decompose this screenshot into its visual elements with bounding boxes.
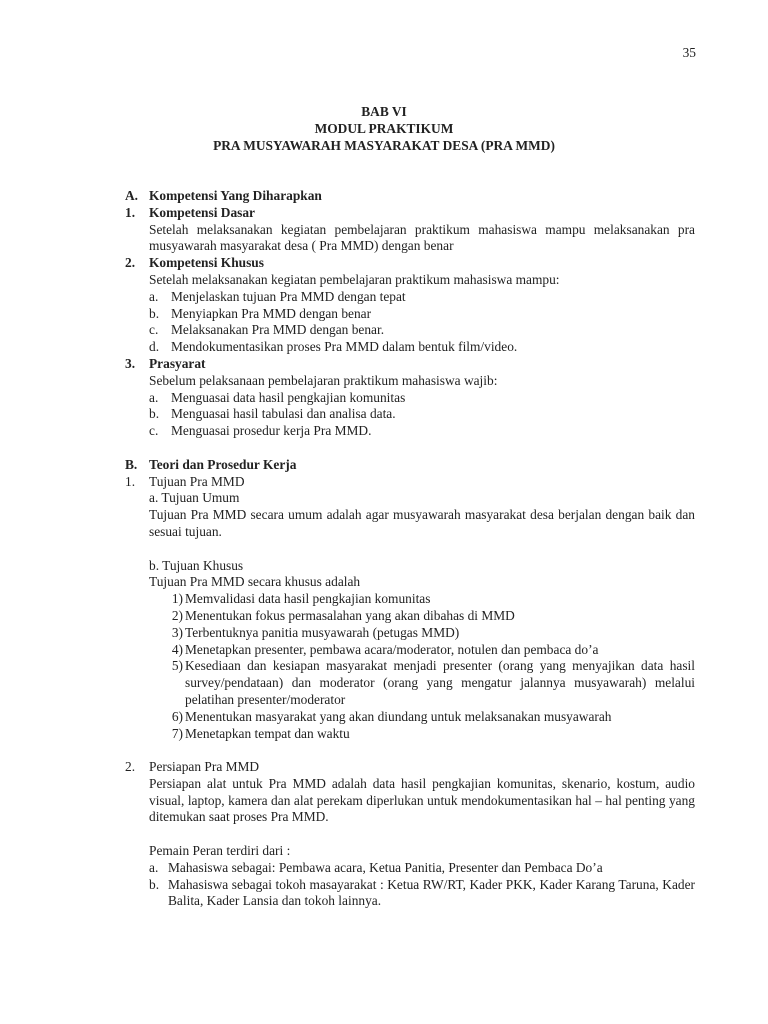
kompetensi-khusus-title: Kompetensi Khusus bbox=[149, 255, 264, 271]
kompetensi-khusus-heading bbox=[125, 255, 695, 272]
list-text: Melaksanakan Pra MMD dengan benar. bbox=[171, 322, 385, 338]
chapter-title: BAB VI bbox=[361, 104, 407, 119]
list-text: Menguasai prosedur kerja Pra MMD. bbox=[171, 423, 372, 439]
tujuan-umum-text: Tujuan Pra MMD secara umum adalah agar musyawarah masyarakat desa berjalan dengan baik dan sesuai tujuan. bbox=[149, 507, 695, 539]
list-item bbox=[125, 726, 695, 743]
tujuan-marker: 1. bbox=[125, 473, 136, 489]
module-title: MODUL PRAKTIKUM bbox=[314, 120, 454, 136]
pemain-peran-intro: Pemain Peran terdiri dari : bbox=[149, 843, 291, 859]
section-b-marker: B. bbox=[125, 456, 138, 472]
prasyarat-title: Prasyarat bbox=[149, 355, 206, 371]
prasyarat-marker: 3. bbox=[125, 355, 136, 371]
list-item bbox=[125, 423, 695, 440]
list-marker: a. bbox=[149, 288, 159, 304]
list-text: Menentukan fokus permasalahan yang akan dibahas di MMD bbox=[185, 607, 515, 623]
kompetensi-khusus-intro: Setelah melaksanakan kegiatan pembelajaran praktikum mahasiswa mampu: bbox=[149, 271, 560, 287]
list-text: Menguasai hasil tabulasi dan analisa data. bbox=[171, 406, 396, 422]
list-marker: c. bbox=[149, 423, 159, 439]
list-item bbox=[125, 390, 695, 407]
persiapan-marker: 2. bbox=[125, 759, 136, 775]
list-marker: b. bbox=[149, 406, 160, 422]
prasyarat-intro: Sebelum pelaksanaan pembelajaran praktikum mahasiswa wajib: bbox=[149, 372, 498, 388]
list-item bbox=[125, 289, 695, 306]
list-text: Memvalidasi data hasil pengkajian komunitas bbox=[185, 591, 431, 607]
list-text: Menyiapkan Pra MMD dengan benar bbox=[171, 305, 372, 321]
kompetensi-khusus-marker: 2. bbox=[125, 255, 136, 271]
list-item bbox=[125, 608, 695, 625]
list-marker: 6) bbox=[171, 708, 183, 724]
list-text: Menetapkan tempat dan waktu bbox=[185, 725, 350, 741]
list-item bbox=[125, 625, 695, 642]
list-item bbox=[125, 406, 695, 423]
kompetensi-dasar-heading bbox=[125, 205, 695, 222]
tujuan-khusus-intro: Tujuan Pra MMD secara khusus adalah bbox=[149, 574, 361, 590]
persiapan-text: Persiapan alat untuk Pra MMD adalah data hasil pengkajian komunitas, skenario, kostum, audio visual, laptop, kamera dan alat perekam diperlukan untuk mendokumentasikan hal – hal penting yang ditemukan saat proses Pra MMD. bbox=[149, 775, 695, 825]
list-marker: 1) bbox=[171, 591, 183, 607]
document-body bbox=[125, 188, 695, 910]
section-a-title: Kompetensi Yang Diharapkan bbox=[149, 188, 322, 203]
list-text: Menentukan masyarakat yang akan diundang untuk melaksanakan musyawarah bbox=[185, 708, 612, 724]
list-item bbox=[125, 860, 695, 877]
module-subtitle: PRA MUSYAWARAH MASYARAKAT DESA (PRA MMD) bbox=[213, 137, 555, 153]
list-marker: 7) bbox=[171, 725, 183, 741]
list-marker: b. bbox=[149, 876, 160, 892]
list-text: Menguasai data hasil pengkajian komunitas bbox=[171, 389, 406, 405]
chapter-title-block bbox=[0, 104, 768, 154]
list-item bbox=[125, 306, 695, 323]
kompetensi-dasar-title: Kompetensi Dasar bbox=[149, 204, 256, 220]
list-marker: a. bbox=[149, 389, 159, 405]
persiapan-heading bbox=[125, 759, 695, 776]
list-text: Menjelaskan tujuan Pra MMD dengan tepat bbox=[171, 288, 406, 304]
list-text: Kesediaan dan kesiapan masyarakat menjadi presenter (orang yang menyajikan data hasil survey/pendataan) dan moderator (orang yang mengatur jalannya musyawarah) melalui pelatihan presenter/moderator bbox=[185, 658, 695, 707]
list-text: Mahasiswa sebagai: Pembawa acara, Ketua Panitia, Presenter dan Pembaca Do’a bbox=[168, 859, 603, 875]
list-marker: 2) bbox=[171, 607, 183, 623]
section-b-heading bbox=[125, 457, 695, 474]
list-item bbox=[125, 339, 695, 356]
persiapan-title: Persiapan Pra MMD bbox=[149, 759, 260, 775]
tujuan-title: Tujuan Pra MMD bbox=[149, 473, 245, 489]
list-marker: b. bbox=[149, 305, 160, 321]
list-marker: 5) bbox=[171, 658, 183, 674]
list-marker: 4) bbox=[171, 641, 183, 657]
list-marker: 3) bbox=[171, 624, 183, 640]
page-number: 35 bbox=[682, 45, 696, 60]
list-marker: a. bbox=[149, 859, 159, 875]
tujuan-khusus-label: b. Tujuan Khusus bbox=[149, 557, 244, 573]
section-b-title: Teori dan Prosedur Kerja bbox=[149, 456, 297, 472]
list-text: Terbentuknya panitia musyawarah (petugas MMD) bbox=[185, 624, 460, 640]
list-item bbox=[125, 591, 695, 608]
list-text: Menetapkan presenter, pembawa acara/moderator, notulen dan pembaca do’a bbox=[185, 641, 599, 657]
list-marker: d. bbox=[149, 339, 160, 355]
section-a-marker: A. bbox=[125, 188, 139, 203]
list-item bbox=[125, 658, 695, 708]
kompetensi-dasar-marker: 1. bbox=[125, 204, 136, 220]
list-text: Mendokumentasikan proses Pra MMD dalam bentuk film/video. bbox=[171, 339, 518, 355]
list-item bbox=[125, 877, 695, 911]
kompetensi-dasar-text: Setelah melaksanakan kegiatan pembelajaran praktikum mahasiswa mampu melaksanakan pra musyawarah masyarakat desa ( Pra MMD) dengan benar bbox=[149, 221, 695, 254]
tujuan-umum-label: a. Tujuan Umum bbox=[149, 490, 240, 506]
tujuan-heading bbox=[125, 474, 695, 491]
list-marker: c. bbox=[149, 322, 159, 338]
prasyarat-heading bbox=[125, 356, 695, 373]
list-item bbox=[125, 709, 695, 726]
list-item bbox=[125, 322, 695, 339]
list-item bbox=[125, 642, 695, 659]
list-text: Mahasiswa sebagai tokoh masayarakat : Ketua RW/RT, Kader PKK, Kader Karang Taruna, Kader Balita, Kader Lansia dan tokoh lainnya. bbox=[168, 876, 695, 909]
section-a-heading bbox=[125, 188, 695, 205]
